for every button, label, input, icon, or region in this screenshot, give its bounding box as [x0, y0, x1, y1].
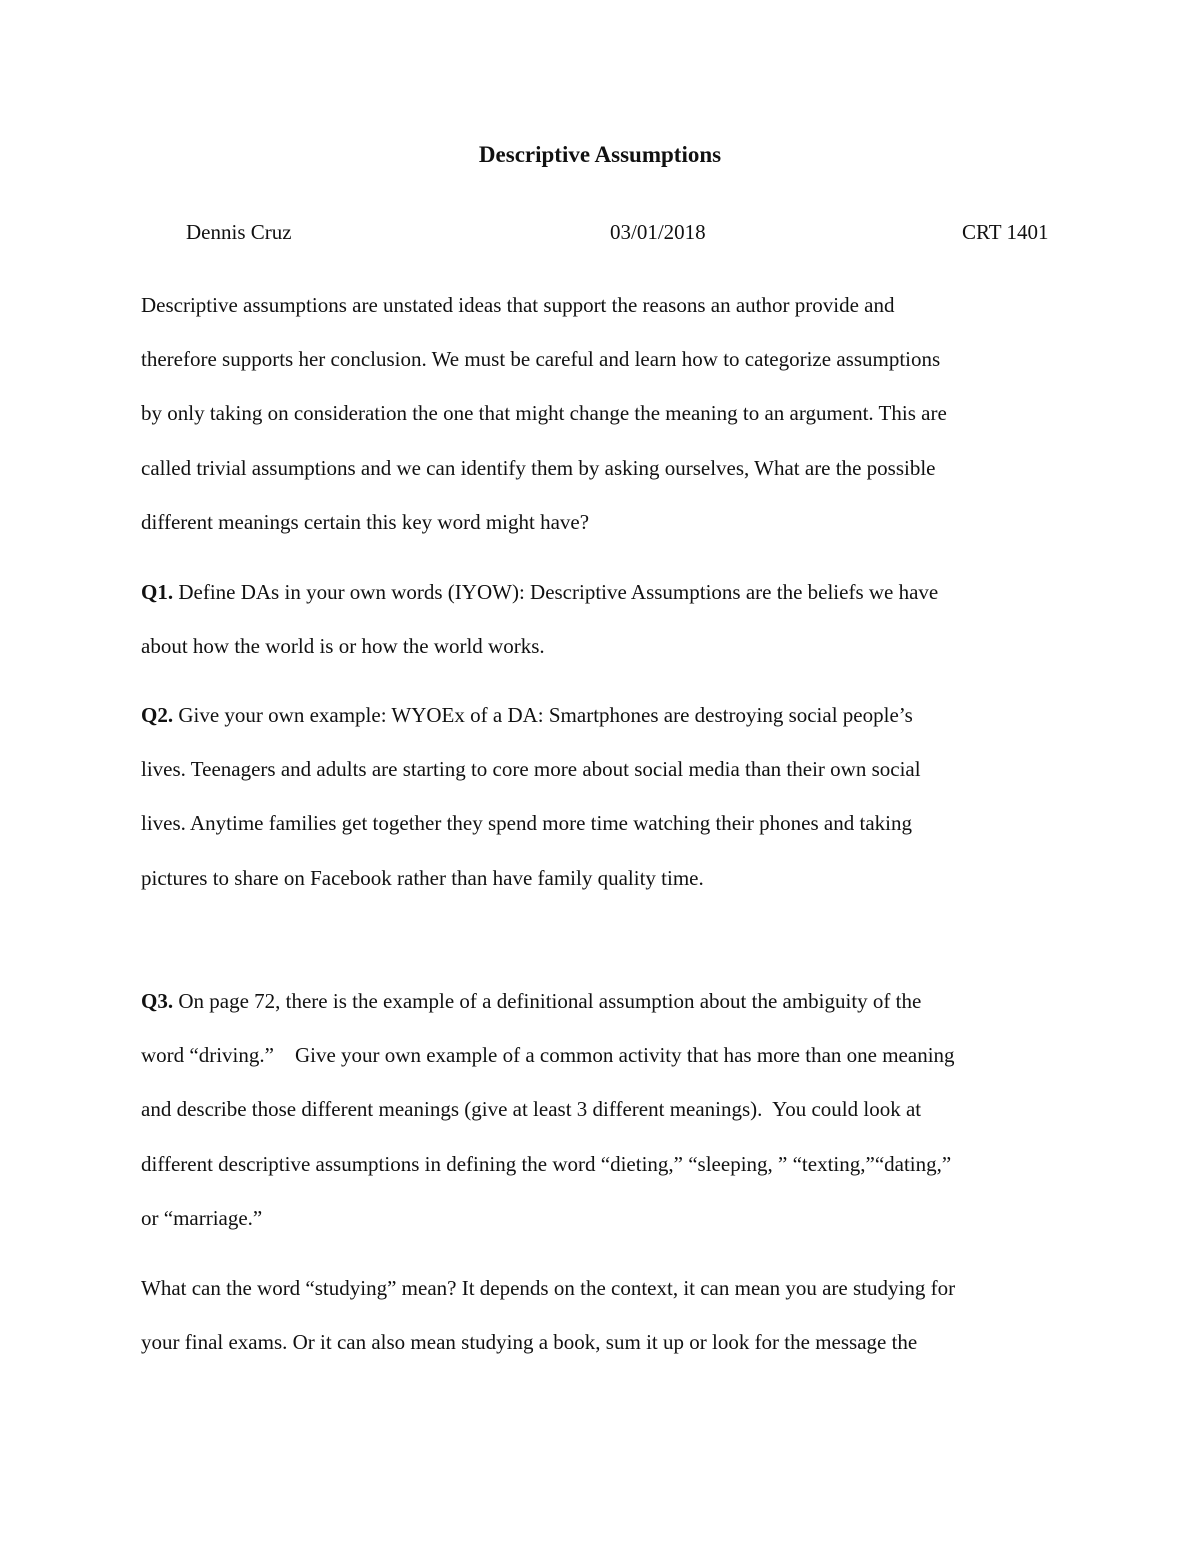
document-title: Descriptive Assumptions [478, 142, 722, 167]
paragraph-line: Descriptive assumptions are unstated ideas that support the reasons an author provide and [141, 293, 895, 317]
question-label: Q1. [141, 580, 174, 604]
paragraph-line: your final exams. Or it can also mean studying a book, sum it up or look for the message the [141, 1330, 918, 1355]
question-text: Give your own example: WYOEx of a DA: Smartphones are destroying social people’s [173, 703, 913, 727]
paragraph-line: different meanings certain this key word might have? [141, 509, 590, 534]
question-text: On page 72, there is the example of a definitional assumption about the ambiguity of the [173, 989, 922, 1013]
paragraph-line: different descriptive assumptions in defining the word “dieting,” “sleeping, ” “texting,”“dating,” [141, 1151, 952, 1176]
paragraph-line: therefore supports her conclusion. We must be careful and learn how to categorize assumptions [141, 347, 941, 372]
paragraph-line: called trivial assumptions and we can identify them by asking ourselves, What are the possible [141, 455, 936, 480]
paragraph-line [141, 986, 1081, 1040]
paragraph-line [141, 700, 1081, 754]
author-name: Dennis Cruz [186, 220, 292, 244]
paragraph-line: What can the word “studying” mean? It depends on the context, it can mean you are studying for [141, 1276, 956, 1300]
question-text: Define DAs in your own words (IYOW): Descriptive Assumptions are the beliefs we have [173, 580, 939, 604]
document-date: 03/01/2018 [610, 220, 706, 244]
paragraph-line: pictures to share on Facebook rather than have family quality time. [141, 865, 704, 890]
paragraph-line: and describe those different meanings (give at least 3 different meanings). You could look at [141, 1097, 922, 1122]
course-code: CRT 1401 [962, 220, 1049, 244]
paragraph-line: lives. Anytime families get together they spend more time watching their phones and taking [141, 811, 912, 836]
paragraph-line: word “driving.” Give your own example of a common activity that has more than one meaning [141, 1043, 955, 1068]
paragraph-line: by only taking on consideration the one that might change the meaning to an argument. This are [141, 401, 947, 426]
question-2 [141, 700, 1081, 917]
question-3 [141, 986, 1081, 1257]
intro-paragraph [141, 290, 1081, 561]
question-label: Q3. [141, 989, 174, 1013]
question-label: Q2. [141, 703, 174, 727]
paragraph-line: or “marriage.” [141, 1205, 263, 1230]
paragraph-line: lives. Teenagers and adults are starting to core more about social media than their own social [141, 757, 921, 782]
paragraph-line [141, 577, 1081, 631]
question-1 [141, 577, 1081, 685]
answer-paragraph [141, 1273, 1081, 1381]
paragraph-line: about how the world is or how the world works. [141, 634, 545, 659]
